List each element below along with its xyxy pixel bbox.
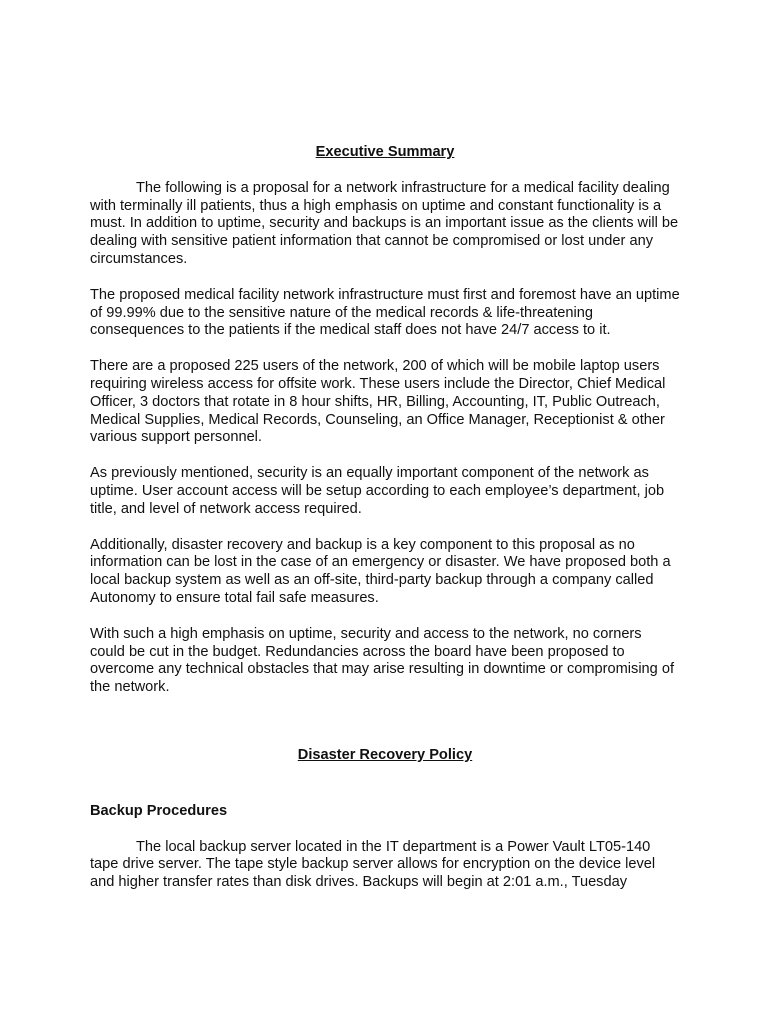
exec-paragraph-5: Additionally, disaster recovery and backup is a key component to this proposal as no information can be lost in the case of an emergency or disaster. We have proposed both a local backup system as well as an off-site, third-party backup through a company called Autonomy to ensure total fail safe measures. xyxy=(90,536,671,606)
backup-procedures-subheading: Backup Procedures xyxy=(90,802,228,819)
disaster-recovery-heading: Disaster Recovery Policy xyxy=(297,746,473,763)
document-body xyxy=(90,144,680,892)
backup-paragraph: The local backup server located in the IT department is a Power Vault LT05-140 tape drive server. The tape style backup server allows for encryption on the device level and higher transfer rates than disk drives. Backups will begin at 2:01 a.m., Tuesday xyxy=(90,838,656,891)
exec-paragraph-1: The following is a proposal for a network infrastructure for a medical facility dealing with terminally ill patients, thus a high emphasis on uptime and constant functionality is a must. In addition to uptime, security and backups is an important issue as the clients will be dealing with sensitive patient information that cannot be compromised or lost under any circumstances. xyxy=(90,179,679,267)
exec-paragraph-2: The proposed medical facility network infrastructure must first and foremost have an uptime of 99.99% due to the sensitive nature of the medical records & life-threatening consequences to the patients if the medical staff does not have 24/7 access to it. xyxy=(90,286,680,339)
exec-paragraph-3: There are a proposed 225 users of the network, 200 of which will be mobile laptop users requiring wireless access for offsite work. These users include the Director, Chief Medical Officer, 3 doctors that rotate in 8 hour shifts, HR, Billing, Accounting, IT, Public Outreach, Medical Supplies, Medical Records, Counseling, an Office Manager, Receptionist & other various support personnel. xyxy=(90,358,666,446)
exec-paragraph-4: As previously mentioned, security is an equally important component of the network as uptime. User account access will be setup according to each employee’s department, job title, and level of network access required. xyxy=(90,465,665,517)
exec-paragraph-6: With such a high emphasis on uptime, security and access to the network, no corners could be cut in the budget. Redundancies across the board have been proposed to overcome any technical obstacles that may arise resulting in downtime or compromising of the network. xyxy=(90,625,675,696)
executive-summary-heading: Executive Summary xyxy=(315,144,455,160)
